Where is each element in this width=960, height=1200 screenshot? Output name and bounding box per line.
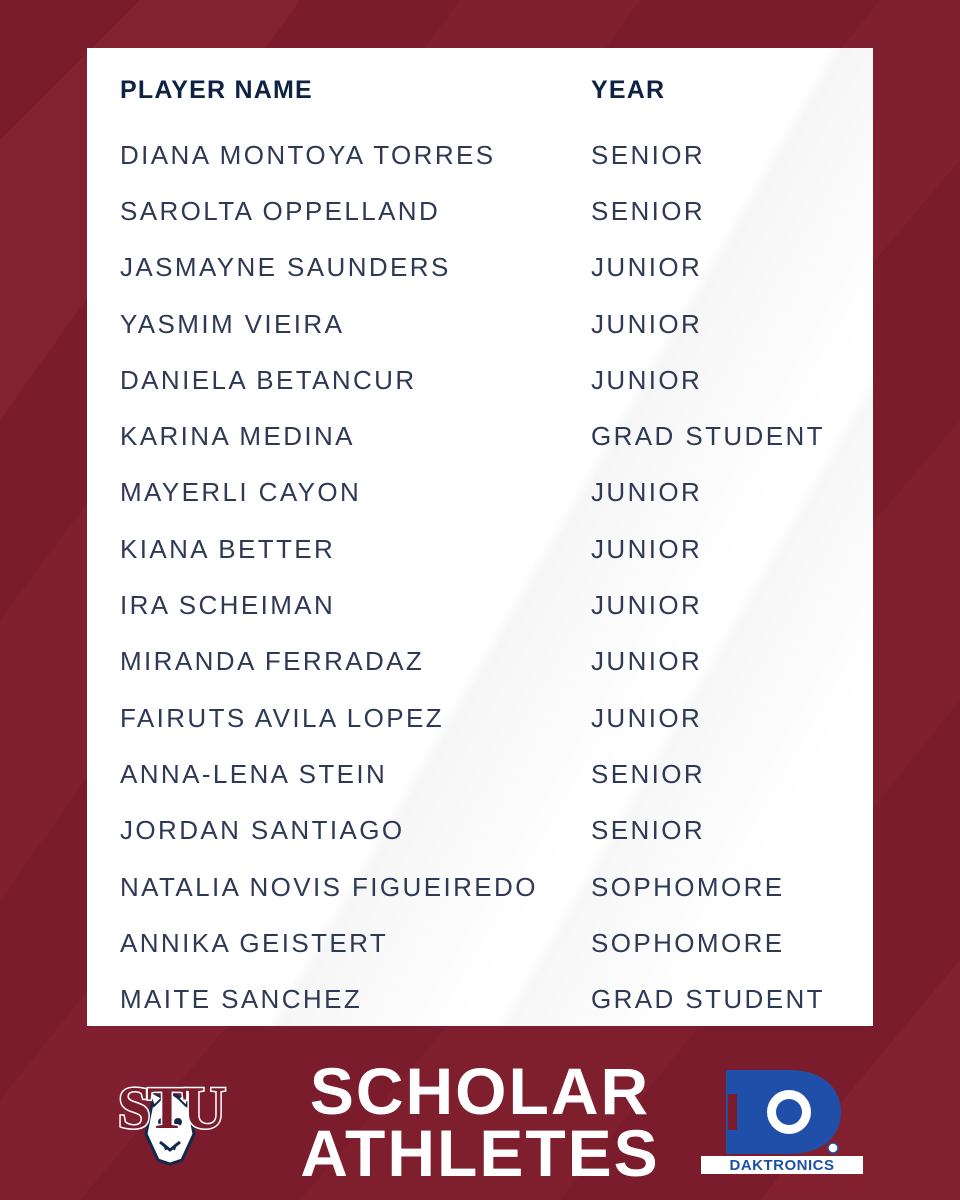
player-year: JUNIOR	[591, 646, 703, 677]
player-year: SENIOR	[591, 758, 706, 789]
table-row	[120, 859, 860, 915]
player-name: ANNIKA GEISTERT	[120, 927, 389, 958]
player-year: JUNIOR	[591, 590, 703, 621]
table-row	[120, 127, 860, 183]
player-year: SENIOR	[591, 195, 706, 226]
player-name: MIRANDA FERRADAZ	[120, 646, 425, 677]
header-player-name: PLAYER NAME	[120, 75, 313, 104]
stu-logo	[96, 1064, 244, 1166]
player-name: JASMAYNE SAUNDERS	[120, 252, 451, 283]
player-year: JUNIOR	[591, 252, 703, 283]
player-name: IRA SCHEIMAN	[120, 590, 336, 621]
player-list	[87, 127, 873, 1028]
table-row	[120, 690, 860, 746]
table-row	[120, 352, 860, 408]
player-name: KIANA BETTER	[120, 533, 336, 564]
footer	[0, 1030, 960, 1200]
player-name: DIANA MONTOYA TORRES	[120, 139, 496, 170]
player-year: SENIOR	[591, 815, 706, 846]
player-year: SENIOR	[591, 139, 706, 170]
scholar-athletes-card	[87, 48, 873, 1026]
player-year: SOPHOMORE	[591, 927, 785, 958]
daktronics-logo	[697, 1066, 867, 1176]
player-year: GRAD STUDENT	[591, 421, 825, 452]
player-name: FAIRUTS AVILA LOPEZ	[120, 702, 444, 733]
player-name: JORDAN SANTIAGO	[120, 815, 405, 846]
table-row	[120, 915, 860, 971]
stu-logo-text: STU	[117, 1075, 223, 1141]
player-year: JUNIOR	[591, 308, 703, 339]
sponsor-name: DAKTRONICS	[729, 1157, 835, 1174]
table-row	[120, 577, 860, 633]
player-name: NATALIA NOVIS FIGUEIREDO	[120, 871, 538, 902]
player-name: MAYERLI CAYON	[120, 477, 362, 508]
player-year: JUNIOR	[591, 702, 703, 733]
player-year: JUNIOR	[591, 533, 703, 564]
table-row	[120, 296, 860, 352]
table-row	[120, 408, 860, 464]
player-year: GRAD STUDENT	[591, 984, 825, 1015]
table-row	[120, 803, 860, 859]
player-year: SOPHOMORE	[591, 871, 785, 902]
player-year: JUNIOR	[591, 477, 703, 508]
player-name: DANIELA BETANCUR	[120, 364, 417, 395]
player-name: ANNA-LENA STEIN	[120, 758, 388, 789]
table-row	[120, 971, 860, 1027]
header-year: YEAR	[591, 75, 666, 104]
player-name: KARINA MEDINA	[120, 421, 355, 452]
player-name: SAROLTA OPPELLAND	[120, 195, 441, 226]
scholar-athletes-title	[290, 1054, 670, 1190]
player-name: YASMIM VIEIRA	[120, 308, 345, 339]
table-row	[120, 240, 860, 296]
title-line-2: ATHLETES	[300, 1116, 660, 1190]
player-name: MAITE SANCHEZ	[120, 984, 363, 1015]
table-row	[120, 521, 860, 577]
table-row	[120, 465, 860, 521]
daktronics-d-icon	[727, 1070, 841, 1154]
player-year: JUNIOR	[591, 364, 703, 395]
title-line-1: SCHOLAR	[309, 1054, 651, 1128]
table-row	[120, 183, 860, 239]
table-row	[120, 746, 860, 802]
table-header	[120, 72, 860, 108]
table-row	[120, 634, 860, 690]
